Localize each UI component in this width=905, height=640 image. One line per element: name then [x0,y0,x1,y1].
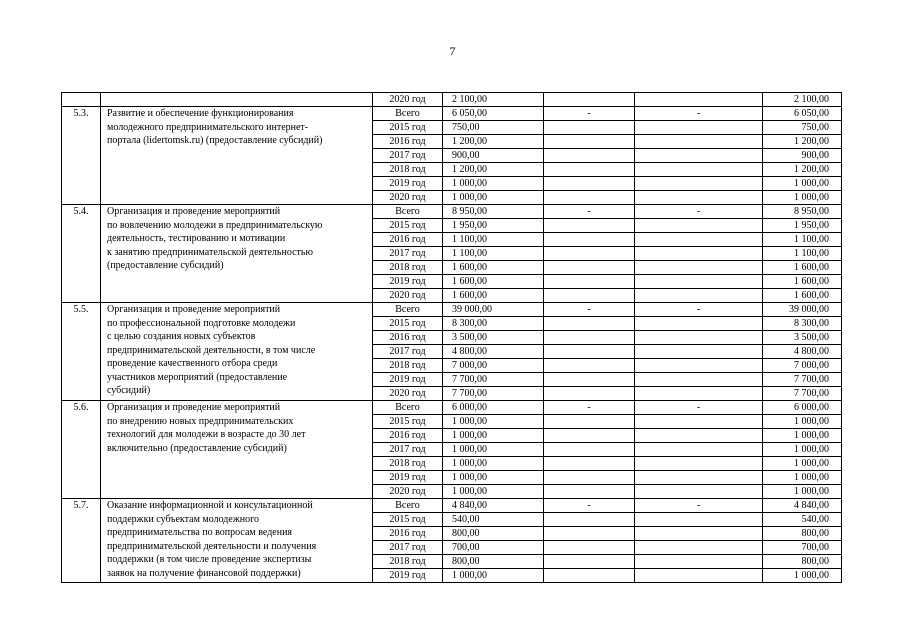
dash-cell [635,527,763,541]
item-number: 5.6. [62,401,101,499]
sum-cell: 39 000,00 [763,303,842,317]
dash-cell [544,275,635,289]
sum-cell: 4 840,00 [763,499,842,513]
year-cell: Всего [373,499,443,513]
dash-cell [544,317,635,331]
year-cell: 2017 год [373,345,443,359]
table-row [62,205,842,219]
description-line: по вовлечению молодежи в предпринимательскую [107,219,323,231]
sum-cell: 800,00 [763,555,842,569]
sum-cell: 7 000,00 [763,359,842,373]
description-line: по профессиональной подготовке молодежи [107,317,296,329]
description-line: проведение качественного отбора среди [107,358,278,369]
sum-cell: 1 000,00 [763,415,842,429]
dash-cell [544,177,635,191]
sum-cell: 1 950,00 [763,219,842,233]
dash-cell [544,387,635,401]
dash-cell [635,331,763,345]
dash-cell [544,429,635,443]
total-cell: 1 200,00 [443,163,544,177]
year-cell: 2015 год [373,513,443,527]
description-line: (предоставление субсидий) [107,260,224,271]
dash-cell [635,345,763,359]
dash-cell [635,541,763,555]
sum-cell: 540,00 [763,513,842,527]
total-cell: 1 000,00 [443,191,544,205]
description-line: поддержки (в том числе проведение экспертизы [107,554,312,565]
year-cell: 2016 год [373,429,443,443]
year-cell: 2016 год [373,233,443,247]
description-line: деятельность, тестированию и мотивации [107,233,286,244]
year-cell: 2017 год [373,541,443,555]
year-cell: 2018 год [373,163,443,177]
item-description [101,499,373,583]
dash-cell [544,443,635,457]
dash-cell [544,247,635,261]
description-line: Организация и проведение мероприятий [107,402,281,413]
sum-cell: 1 000,00 [763,485,842,499]
description-line: включительно (предоставление субсидий) [107,442,287,454]
total-cell: 800,00 [443,555,544,569]
year-cell: 2020 год [373,289,443,303]
year-cell: 2018 год [373,359,443,373]
total-cell: 2 100,00 [443,93,544,107]
dash-cell [544,93,635,107]
total-cell: 3 500,00 [443,331,544,345]
dash-cell [544,149,635,163]
total-cell: 1 600,00 [443,275,544,289]
year-cell: 2016 год [373,527,443,541]
dash-cell [635,555,763,569]
dash-cell [635,219,763,233]
year-cell: 2016 год [373,135,443,149]
sum-cell: 900,00 [763,149,842,163]
dash-cell: - [544,499,635,513]
table-row [62,303,842,317]
table-row [62,401,842,415]
sum-cell: 7 700,00 [763,387,842,401]
sum-cell: 1 100,00 [763,233,842,247]
dash-cell [544,289,635,303]
dash-cell [544,219,635,233]
total-cell: 8 300,00 [443,317,544,331]
total-cell: 7 700,00 [443,373,544,387]
sum-cell: 700,00 [763,541,842,555]
dash-cell [635,443,763,457]
year-cell: Всего [373,303,443,317]
year-cell: 2019 год [373,373,443,387]
sum-cell: 8 950,00 [763,205,842,219]
year-cell: 2017 год [373,443,443,457]
dash-cell [544,163,635,177]
year-cell: 2015 год [373,415,443,429]
year-cell: 2019 год [373,471,443,485]
description-line: предпринимательства по вопросам ведения [107,527,293,538]
sum-cell: 1 200,00 [763,135,842,149]
description-line: заявок на получение финансовой поддержки) [107,567,301,579]
item-description [101,401,373,499]
dash-cell [544,569,635,583]
description-line: предпринимательской деятельности, в том числе [107,344,316,356]
sum-cell: 800,00 [763,527,842,541]
description-line: к занятию предпринимательской деятельностью [107,246,313,258]
table-row [62,93,842,107]
description-line: технологий для молодежи в возрасте до 30 лет [107,429,306,440]
total-cell: 8 950,00 [443,205,544,219]
total-cell: 1 600,00 [443,261,544,275]
dash-cell: - [544,205,635,219]
sum-cell: 1 000,00 [763,471,842,485]
dash-cell [635,471,763,485]
dash-cell [544,541,635,555]
total-cell: 6 050,00 [443,107,544,121]
year-cell: 2020 год [373,93,443,107]
dash-cell [635,275,763,289]
sum-cell: 750,00 [763,121,842,135]
dash-cell: - [635,499,763,513]
total-cell: 1 600,00 [443,289,544,303]
total-cell: 1 200,00 [443,135,544,149]
sum-cell: 3 500,00 [763,331,842,345]
description-line: Оказание информационной и консультационной [107,500,313,511]
dash-cell [635,177,763,191]
description-line: Организация и проведение мероприятий [107,304,281,315]
dash-cell [635,135,763,149]
year-cell: 2017 год [373,149,443,163]
total-cell: 800,00 [443,527,544,541]
dash-cell: - [544,401,635,415]
total-cell: 1 000,00 [443,457,544,471]
sum-cell: 1 600,00 [763,289,842,303]
sum-cell: 1 000,00 [763,443,842,457]
dash-cell [635,485,763,499]
dash-cell [635,429,763,443]
year-cell: Всего [373,205,443,219]
dash-cell [635,387,763,401]
description-line: предпринимательской деятельности и получения [107,540,317,552]
table-body [62,93,842,583]
page-number: 7 [449,44,456,58]
sum-cell: 1 000,00 [763,569,842,583]
dash-cell [544,457,635,471]
year-cell: Всего [373,401,443,415]
total-cell: 4 800,00 [443,345,544,359]
dash-cell [544,345,635,359]
sum-cell: 1 000,00 [763,429,842,443]
dash-cell [544,485,635,499]
dash-cell [544,191,635,205]
dash-cell [635,149,763,163]
dash-cell [635,247,763,261]
total-cell: 900,00 [443,149,544,163]
item-number: 5.3. [62,107,101,205]
year-cell: 2018 год [373,261,443,275]
year-cell: 2018 год [373,555,443,569]
dash-cell [635,163,763,177]
dash-cell [544,359,635,373]
dash-cell [635,457,763,471]
total-cell: 1 100,00 [443,233,544,247]
year-cell: 2016 год [373,331,443,345]
total-cell: 1 000,00 [443,471,544,485]
dash-cell: - [635,205,763,219]
sum-cell: 1 000,00 [763,177,842,191]
year-cell: 2015 год [373,317,443,331]
dash-cell: - [635,107,763,121]
dash-cell [635,289,763,303]
total-cell: 700,00 [443,541,544,555]
dash-cell [544,121,635,135]
dash-cell [635,359,763,373]
total-cell: 7 000,00 [443,359,544,373]
dash-cell [544,555,635,569]
description-line: Организация и проведение мероприятий [107,206,281,217]
dash-cell [544,331,635,345]
sum-cell: 1 600,00 [763,275,842,289]
dash-cell [635,233,763,247]
budget-table [61,92,842,583]
year-cell: 2015 год [373,121,443,135]
dash-cell [635,121,763,135]
year-cell: 2018 год [373,457,443,471]
sum-cell: 6 000,00 [763,401,842,415]
dash-cell [544,261,635,275]
description-line: участников мероприятий (предоставление [107,371,288,383]
dash-cell [544,527,635,541]
sum-cell: 8 300,00 [763,317,842,331]
dash-cell [544,233,635,247]
description-line: молодежного предпринимательского интернет- [107,121,309,133]
dash-cell [635,93,763,107]
dash-cell [544,373,635,387]
num-cell [62,93,101,107]
table-row [62,499,842,513]
year-cell: 2020 год [373,485,443,499]
dash-cell: - [635,401,763,415]
year-cell: Всего [373,107,443,121]
sum-cell: 1 200,00 [763,163,842,177]
sum-cell: 1 100,00 [763,247,842,261]
dash-cell [635,317,763,331]
total-cell: 540,00 [443,513,544,527]
description-line: поддержки субъектам молодежного [107,513,259,525]
total-cell: 4 840,00 [443,499,544,513]
total-cell: 750,00 [443,121,544,135]
total-cell: 1 000,00 [443,443,544,457]
year-cell: 2020 год [373,387,443,401]
dash-cell [544,471,635,485]
dash-cell: - [544,107,635,121]
total-cell: 1 000,00 [443,177,544,191]
dash-cell [635,415,763,429]
total-cell: 1 100,00 [443,247,544,261]
table-row [62,107,842,121]
sum-cell: 6 050,00 [763,107,842,121]
total-cell: 1 000,00 [443,415,544,429]
dash-cell [544,135,635,149]
description-line: по внедрению новых предпринимательских [107,415,294,427]
sum-cell: 1 000,00 [763,191,842,205]
dash-cell [544,415,635,429]
item-description [101,107,373,205]
item-number: 5.7. [62,499,101,583]
desc-cell [101,93,373,107]
item-number: 5.4. [62,205,101,303]
year-cell: 2015 год [373,219,443,233]
total-cell: 7 700,00 [443,387,544,401]
description-line: субсидий) [107,385,151,396]
description-line: Развитие и обеспечение функционирования [107,108,294,119]
sum-cell: 7 700,00 [763,373,842,387]
total-cell: 1 950,00 [443,219,544,233]
year-cell: 2019 год [373,177,443,191]
year-cell: 2020 год [373,191,443,205]
sum-cell: 2 100,00 [763,93,842,107]
year-cell: 2019 год [373,569,443,583]
year-cell: 2019 год [373,275,443,289]
total-cell: 1 000,00 [443,429,544,443]
total-cell: 6 000,00 [443,401,544,415]
dash-cell [635,191,763,205]
dash-cell [635,569,763,583]
total-cell: 1 000,00 [443,485,544,499]
year-cell: 2017 год [373,247,443,261]
total-cell: 39 000,00 [443,303,544,317]
item-description [101,205,373,303]
dash-cell [544,513,635,527]
sum-cell: 1 600,00 [763,261,842,275]
item-description [101,303,373,401]
description-line: с целью создания новых субъектов [107,331,256,342]
sum-cell: 1 000,00 [763,457,842,471]
item-number: 5.5. [62,303,101,401]
description-line: портала (lidertomsk.ru) (предоставление субсидий) [107,135,323,146]
total-cell: 1 000,00 [443,569,544,583]
sum-cell: 4 800,00 [763,345,842,359]
dash-cell: - [544,303,635,317]
dash-cell [635,513,763,527]
dash-cell [635,373,763,387]
dash-cell [635,261,763,275]
dash-cell: - [635,303,763,317]
